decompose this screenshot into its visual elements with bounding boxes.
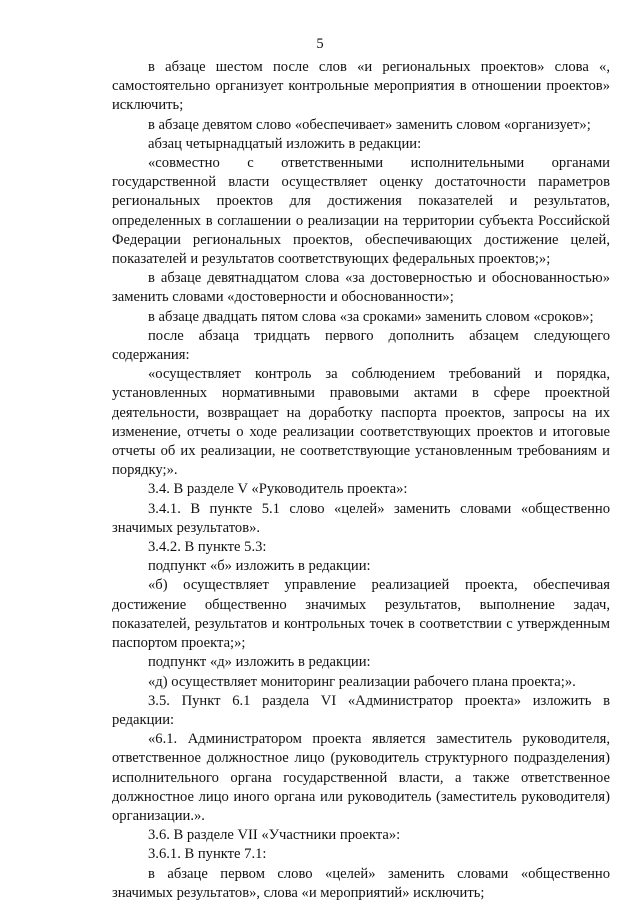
paragraph: 3.4.1. В пункте 5.1 слово «целей» заменить словами «общественно значимых результатов». [112,500,610,536]
paragraph: после абзаца тридцать первого дополнить абзацем следующего содержания: [112,327,610,364]
paragraph: 3.6.1. В пункте 7.1: [148,846,267,863]
paragraph: в абзаце шестом после слов «и региональных проектов» слова «, самостоятельно организует контрольные мероприятия в отношении проектов» исключить; [112,59,610,114]
paragraph: в абзаце девятом слово «обеспечивает» заменить словом «организует»; [148,116,591,133]
paragraph: 3.4.2. В пункте 5.3: [148,539,267,556]
paragraph: подпункт «б» изложить в редакции: [148,558,371,575]
paragraph: «осуществляет контроль за соблюдением требований и порядка, установленных нормативными правовыми актами в сфере проектной деятельности, возвращает на доработку паспорта проектов, запросы на их изменение, отчеты о ходе реализации соответствующих проектов и итоговые отчеты об их реализации, не соответствующие установленным требованиям и порядку;». [112,366,610,479]
paragraph: «6.1. Администратором проекта является заместитель руководителя, ответственное должностное лицо (руководитель структурного подразделения) исполнительного органа государственной власти, а также ответственное должностное лицо иного органа или руководитель (заместитель руководителя) организации.». [112,731,610,824]
section-heading: 3.6. В разделе VII «Участники проекта»: [148,827,401,844]
paragraph: «совместно с ответственными исполнительными органами государственной власти осуществляет оценку достаточности параметров региональных проектов для достижения показателей и результатов, определенных в соглашении о реализации на территории субъекта Российской Федерации региональных проектов, обеспечивающих достижение целей, показателей и результатов соответствующих федеральных проектов;»; [112,155,610,268]
paragraph: абзац четырнадцатый изложить в редакции: [148,135,422,152]
section-heading: 3.5. Пункт 6.1 раздела VI «Администратор проекта» изложить в редакции: [112,692,610,728]
page-number: 5 [316,36,324,52]
paragraph: в абзаце двадцать пятом слова «за сроками» заменить словом «сроков»; [148,308,594,325]
section-heading: 3.4. В разделе V «Руководитель проекта»: [148,481,408,498]
paragraph: в абзаце первом слово «целей» заменить словами «общественно значимых результатов», слова «и мероприятий» исключить; [112,865,610,901]
paragraph: «д) осуществляет мониторинг реализации рабочего плана проекта;». [148,673,576,690]
document-body [112,58,610,903]
paragraph: подпункт «д» изложить в редакции: [148,654,371,671]
paragraph: «б) осуществляет управление реализацией проекта, обеспечивая достижение общественно значимых результатов, выполнение задач, показателей, результатов и контрольных точек в соответствии с утвержденным паспортом проекта;»; [112,577,610,652]
paragraph: в абзаце девятнадцатом слова «за достоверностью и обоснованностью» заменить словами «достоверности и обоснованности»; [112,270,610,306]
